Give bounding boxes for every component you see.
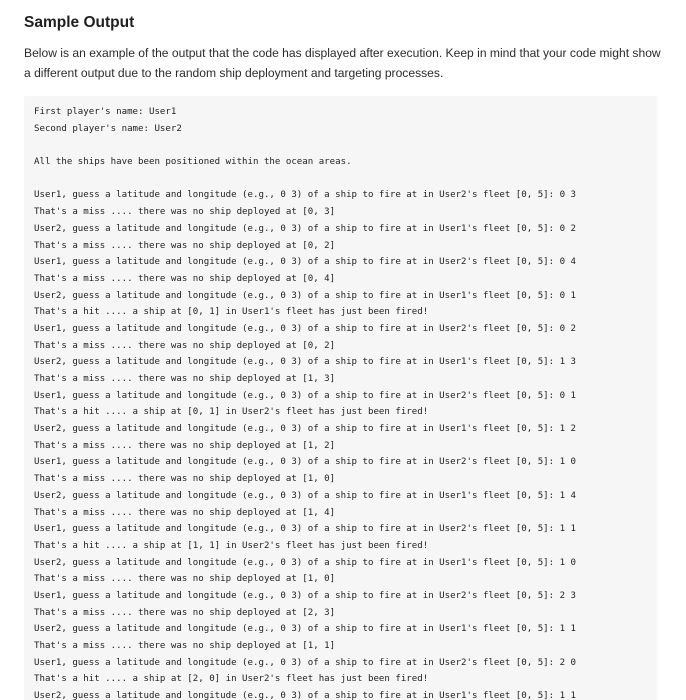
output-line: User1, guess a latitude and longitude (e.g., 0 3) of a ship to fire at in User2's fleet [0, 5]: 0 2: [34, 323, 577, 334]
output-line: User1, guess a latitude and longitude (e.g., 0 3) of a ship to fire at in User2's fleet [0, 5]: 1 1: [34, 524, 577, 535]
output-line: That's a miss .... there was no ship deployed at [1, 0]: [34, 474, 336, 485]
output-line: User1, guess a latitude and longitude (e.g., 0 3) of a ship to fire at in User2's fleet [0, 5]: 0 1: [34, 390, 577, 401]
output-line: That's a hit .... a ship at [1, 1] in User2's fleet has just been fired!: [34, 540, 429, 551]
output-line: That's a miss .... there was no ship deployed at [0, 4]: [34, 273, 336, 284]
sample-output-code-block: [24, 96, 657, 700]
output-line: User2, guess a latitude and longitude (e.g., 0 3) of a ship to fire at in User1's fleet [0, 5]: 1 3: [34, 357, 577, 368]
output-line: User2, guess a latitude and longitude (e.g., 0 3) of a ship to fire at in User1's fleet [0, 5]: 1 4: [34, 490, 577, 501]
output-line: That's a miss .... there was no ship deployed at [1, 4]: [34, 507, 336, 518]
output-line: That's a miss .... there was no ship deployed at [0, 2]: [34, 240, 336, 251]
output-line: That's a miss .... there was no ship deployed at [1, 1]: [34, 641, 336, 651]
output-line: Second player's name: User2: [34, 123, 182, 134]
output-line: User2, guess a latitude and longitude (e.g., 0 3) of a ship to fire at in User1's fleet [0, 5]: 1 0: [34, 557, 577, 568]
output-line: All the ships have been positioned within the ocean areas.: [34, 157, 352, 168]
output-line: User2, guess a latitude and longitude (e.g., 0 3) of a ship to fire at in User1's fleet [0, 5]: 1 2: [34, 424, 577, 435]
output-line: User2, guess a latitude and longitude (e.g., 0 3) of a ship to fire at in User1's fleet [0, 5]: 0 2: [34, 223, 577, 234]
output-line: That's a hit .... a ship at [0, 1] in User2's fleet has just been fired!: [34, 407, 429, 418]
output-line: User1, guess a latitude and longitude (e.g., 0 3) of a ship to fire at in User2's fleet [0, 5]: 2 0: [34, 657, 577, 668]
output-line: That's a miss .... there was no ship deployed at [2, 3]: [34, 607, 336, 618]
output-line: User1, guess a latitude and longitude (e.g., 0 3) of a ship to fire at in User2's fleet [0, 5]: 0 4: [34, 257, 577, 268]
output-line: User2, guess a latitude and longitude (e.g., 0 3) of a ship to fire at in User1's fleet [0, 5]: 0 1: [34, 290, 577, 301]
output-line: User2, guess a latitude and longitude (e.g., 0 3) of a ship to fire at in User1's fleet [0, 5]: 1 1: [34, 624, 577, 635]
section-heading: Sample Output: [24, 14, 135, 31]
output-line: User1, guess a latitude and longitude (e.g., 0 3) of a ship to fire at in User2's fleet [0, 5]: 2 3: [34, 590, 577, 601]
output-line: That's a miss .... there was no ship deployed at [1, 3]: [34, 374, 336, 384]
output-line: That's a miss .... there was no ship deployed at [0, 3]: [34, 207, 336, 218]
output-line: First player's name: User1: [34, 107, 177, 117]
output-line: That's a miss .... there was no ship deployed at [1, 0]: [34, 574, 336, 585]
output-line: That's a miss .... there was no ship deployed at [1, 2]: [34, 440, 336, 451]
blank-line: [34, 171, 647, 188]
output-line: That's a hit .... a ship at [0, 1] in User1's fleet has just been fired!: [34, 307, 429, 318]
output-line: User1, guess a latitude and longitude (e.g., 0 3) of a ship to fire at in User2's fleet [0, 5]: 0 3: [34, 190, 577, 201]
output-line: That's a hit .... a ship at [2, 0] in User2's fleet has just been fired!: [34, 674, 429, 685]
output-line: User2, guess a latitude and longitude (e.g., 0 3) of a ship to fire at in User1's fleet [0, 5]: 1 1: [34, 691, 577, 700]
output-line: User1, guess a latitude and longitude (e.g., 0 3) of a ship to fire at in User2's fleet [0, 5]: 1 0: [34, 457, 577, 468]
blank-line: [34, 137, 647, 154]
intro-paragraph: Below is an example of the output that the code has displayed after execution. Keep in mind that your code might show a different output due to the random ship deployment and targeting processes.: [24, 46, 661, 80]
output-line: That's a miss .... there was no ship deployed at [0, 2]: [34, 340, 336, 351]
